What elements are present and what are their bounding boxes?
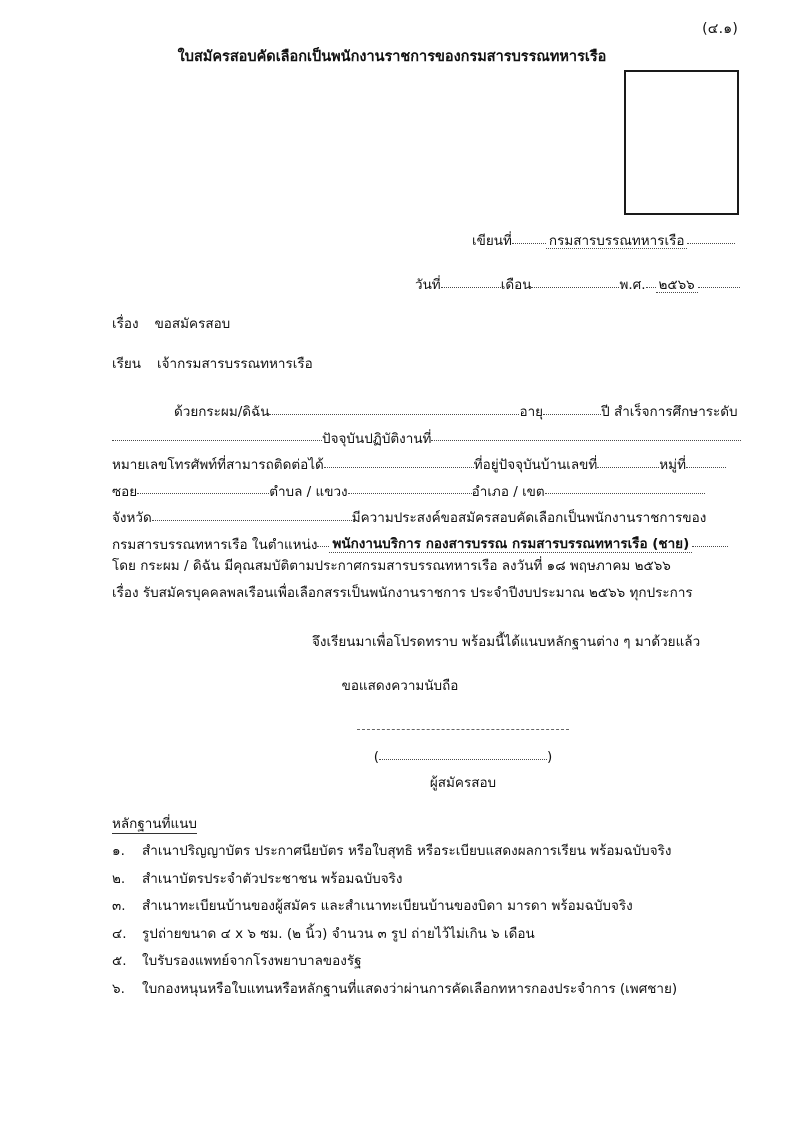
- age-input[interactable]: [543, 401, 601, 415]
- list-item-label: ใบรับรองแพทย์จากโรงพยาบาลของรัฐ: [142, 953, 362, 969]
- applicant-name-input[interactable]: [269, 401, 519, 415]
- open-paren: (: [373, 748, 379, 765]
- province-label: จังหวัด: [112, 509, 152, 526]
- list-item-label: สำเนาทะเบียนบ้านของผู้สมัคร และสำเนาทะเบียนบ้านของบิดา มารดา พร้อมฉบับจริง: [142, 898, 633, 914]
- position-value[interactable]: พนักงานบริการ กองสารบรรณ กรมสารบรรณทหารเรือ (ชาย): [329, 538, 692, 553]
- list-item-number: ๕.: [112, 953, 127, 969]
- district-input[interactable]: [545, 481, 705, 495]
- list-item: [112, 900, 742, 928]
- month-input-dots[interactable]: [531, 274, 619, 288]
- phone-label: หมายเลขโทรศัพท์ที่สามารถติดต่อได้: [112, 456, 324, 473]
- year-trail-dots: [698, 274, 740, 288]
- phone-input[interactable]: [324, 454, 474, 468]
- body-line-1: [112, 401, 738, 428]
- recipient-label: เรียน: [112, 356, 142, 372]
- subject-value: ขอสมัครสอบ: [154, 316, 231, 332]
- address-no-input[interactable]: [597, 454, 659, 468]
- address-no-label: ที่อยู่ปัจจุบันบ้านเลขที่: [473, 456, 598, 473]
- education-label: ปี สำเร็จการศึกษาระดับ: [601, 403, 738, 420]
- district-label: อำเภอ / เขต: [471, 483, 545, 500]
- list-item-number: ๖.: [112, 980, 125, 997]
- current-workplace-label: ปัจจุบันปฏิบัติงานที่: [322, 430, 432, 447]
- page-title: ใบสมัครสอบคัดเลือกเป็นพนักงานราชการของกรมสารบรรณทหารเรือ: [177, 49, 607, 65]
- subdistrict-input[interactable]: [348, 481, 472, 495]
- province-input[interactable]: [152, 507, 352, 521]
- soi-input[interactable]: [137, 481, 269, 495]
- list-item-label: สำเนาปริญญาบัตร ประกาศนียบัตร หรือใบสุทธิ หรือระเบียบแสดงผลการเรียน พร้อมฉบับจริง: [142, 843, 672, 859]
- list-item-label: สำเนาบัตรประจำตัวประชาชน พร้อมฉบับจริง: [142, 870, 403, 887]
- position-trail-dots: [692, 534, 728, 548]
- current-workplace-input[interactable]: [431, 428, 741, 442]
- written-at-trail-dots: [687, 230, 735, 244]
- applicant-name-label: ด้วยกระผม/ดิฉัน: [174, 403, 270, 420]
- body-line-4: [112, 481, 728, 508]
- list-item: [112, 925, 742, 956]
- year-label: พ.ศ.: [619, 276, 646, 293]
- list-item-number: ๒.: [112, 870, 126, 887]
- written-at-label: เขียนที่: [472, 232, 512, 249]
- day-label: วันที่: [415, 276, 441, 293]
- list-item-number: ๑.: [112, 843, 125, 859]
- form-code-label: (๔.๑): [702, 21, 738, 37]
- attachments-heading: หลักฐานที่แนบ: [112, 816, 198, 832]
- position-label: กรมสารบรรณทหารเรือ ในตำแหน่ง: [112, 536, 318, 553]
- body-line-8: เรื่อง รับสมัครบุคคลพลเรือนเพื่อเลือกสรรเป็นพนักงานราชการ ประจำปีงบประมาณ ๒๕๖๖ ทุกประการ: [112, 584, 693, 601]
- list-item-label: รูปถ่ายขนาด ๔ x ๖ ซม. (๒ นิ้ว) จำนวน ๓ รูป ถ่ายไว้ไม่เกิน ๖ เดือน: [142, 925, 535, 942]
- moo-label: หมู่ที่: [659, 456, 686, 473]
- moo-input[interactable]: [686, 454, 726, 468]
- attachments-list: [112, 845, 742, 1010]
- signature-name-input[interactable]: [379, 746, 547, 760]
- year-value[interactable]: ๒๕๖๖: [656, 279, 698, 294]
- list-item: [112, 980, 742, 1011]
- subject-row: [112, 318, 230, 332]
- list-item-number: ๓.: [112, 898, 126, 914]
- body-line-3: [112, 454, 728, 481]
- regards-line: ขอแสดงความนับถือ: [341, 678, 459, 694]
- intent-text: มีความประสงค์ขอสมัครสอบคัดเลือกเป็นพนักงานราชการของ: [351, 509, 707, 526]
- date-row: [415, 274, 740, 293]
- soi-label: ซอย: [112, 483, 138, 500]
- year-lead-dots: [646, 274, 656, 288]
- list-item-number: ๔.: [112, 925, 127, 942]
- subdistrict-label: ตำบล / แขวง: [269, 483, 348, 500]
- recipient-value: เจ้ากรมสารบรรณทหารเรือ: [157, 356, 313, 372]
- closing-text: จึงเรียนมาเพื่อโปรดทราบ พร้อมนี้ได้แนบหลักฐานต่าง ๆ มาด้วยแล้ว: [312, 634, 701, 650]
- written-at-row: [472, 230, 735, 249]
- day-input-dots[interactable]: [441, 274, 501, 288]
- body-line-6: [112, 534, 728, 561]
- education-level-input[interactable]: [112, 428, 322, 442]
- signature-line[interactable]: [357, 728, 569, 730]
- list-item: [112, 955, 742, 983]
- body-line-2: [112, 428, 728, 455]
- written-at-value[interactable]: กรมสารบรรณทหารเรือ: [546, 235, 688, 250]
- list-item: [112, 845, 742, 873]
- list-item: [112, 870, 742, 901]
- signature-role-label: ผู้สมัครสอบ: [429, 775, 497, 792]
- written-at-lead-dots: [512, 230, 546, 244]
- list-item-label: ใบกองหนุนหรือใบแทนหรือหลักฐานที่แสดงว่าผ่านการคัดเลือกทหารกองประจำการ (เพศชาย): [142, 980, 678, 997]
- subject-label: เรื่อง: [112, 316, 139, 332]
- close-paren: ): [547, 748, 553, 765]
- signature-name-row: [357, 746, 569, 764]
- body-paragraph: [112, 401, 738, 613]
- closing-line: [112, 636, 728, 650]
- photo-attachment-box: [624, 70, 739, 215]
- recipient-row: [112, 358, 313, 372]
- age-label: อายุ: [519, 403, 544, 420]
- signature-block: [357, 728, 569, 791]
- position-lead-dots: [317, 534, 329, 548]
- month-label: เดือน: [500, 276, 532, 293]
- body-line-7: โดย กระผม / ดิฉัน มีคุณสมบัติตามประกาศกรมสารบรรณทหารเรือ ลงวันที่ ๑๘ พฤษภาคม ๒๕๖๖: [112, 558, 671, 574]
- body-line-5: [112, 507, 728, 534]
